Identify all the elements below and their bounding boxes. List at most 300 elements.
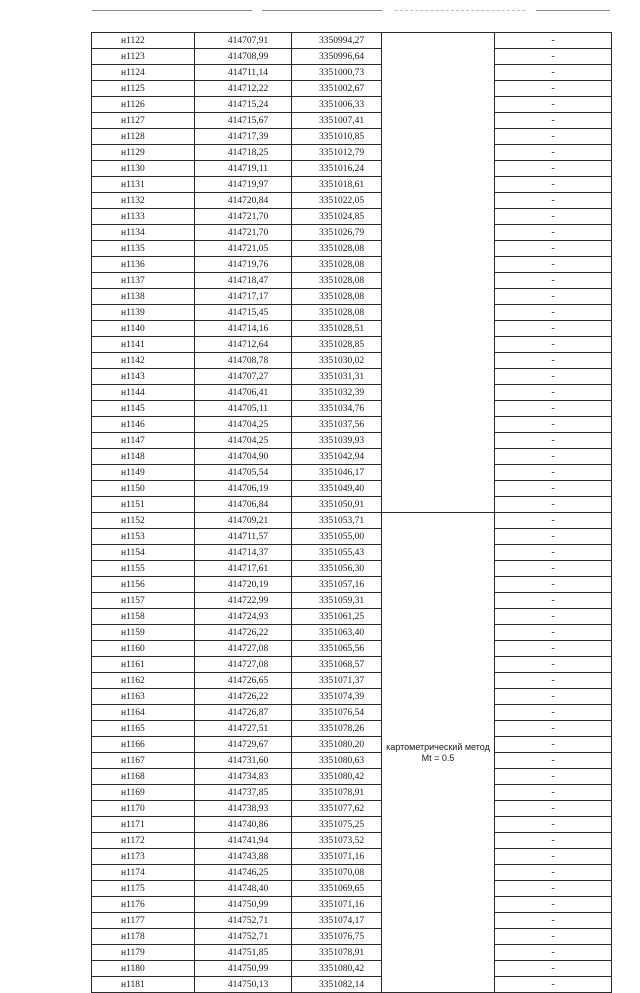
table-row	[92, 129, 612, 145]
top-border-line	[262, 10, 382, 11]
table-row	[92, 881, 612, 897]
x-coordinate-cell: 414738,93	[195, 801, 292, 817]
note-cell: -	[495, 369, 612, 385]
x-coordinate-cell: 414719,76	[195, 257, 292, 273]
y-coordinate-cell: 3351026,79	[292, 225, 382, 241]
y-coordinate-cell: 3351055,43	[292, 545, 382, 561]
point-name-cell: н1144	[92, 385, 195, 401]
note-cell: -	[495, 849, 612, 865]
point-name-cell: н1145	[92, 401, 195, 417]
point-name-cell: н1163	[92, 689, 195, 705]
y-coordinate-cell: 3351002,67	[292, 81, 382, 97]
point-name-cell: н1159	[92, 625, 195, 641]
y-coordinate-cell: 3351022,05	[292, 193, 382, 209]
point-name-cell: н1146	[92, 417, 195, 433]
coordinates-table	[91, 32, 612, 993]
point-name-cell: н1175	[92, 881, 195, 897]
y-coordinate-cell: 3351028,08	[292, 305, 382, 321]
y-coordinate-cell: 3351012,79	[292, 145, 382, 161]
y-coordinate-cell: 3351028,51	[292, 321, 382, 337]
x-coordinate-cell: 414709,21	[195, 513, 292, 529]
x-coordinate-cell: 414721,05	[195, 241, 292, 257]
y-coordinate-cell: 3351028,08	[292, 241, 382, 257]
point-name-cell: н1176	[92, 897, 195, 913]
table-row	[92, 465, 612, 481]
y-coordinate-cell: 3351039,93	[292, 433, 382, 449]
point-name-cell: н1140	[92, 321, 195, 337]
note-cell: -	[495, 81, 612, 97]
point-name-cell: н1148	[92, 449, 195, 465]
point-name-cell: н1160	[92, 641, 195, 657]
y-coordinate-cell: 3351073,52	[292, 833, 382, 849]
note-cell: -	[495, 161, 612, 177]
point-name-cell: н1177	[92, 913, 195, 929]
point-name-cell: н1167	[92, 753, 195, 769]
table-row	[92, 273, 612, 289]
note-cell: -	[495, 545, 612, 561]
note-cell: -	[495, 433, 612, 449]
x-coordinate-cell: 414750,99	[195, 961, 292, 977]
x-coordinate-cell: 414750,99	[195, 897, 292, 913]
table-row	[92, 625, 612, 641]
y-coordinate-cell: 3351076,54	[292, 705, 382, 721]
table-row	[92, 977, 612, 993]
x-coordinate-cell: 414720,19	[195, 577, 292, 593]
x-coordinate-cell: 414717,17	[195, 289, 292, 305]
y-coordinate-cell: 3351080,42	[292, 769, 382, 785]
table-row	[92, 417, 612, 433]
note-cell: -	[495, 353, 612, 369]
note-cell: -	[495, 417, 612, 433]
table-row	[92, 673, 612, 689]
note-cell: -	[495, 401, 612, 417]
point-name-cell: н1126	[92, 97, 195, 113]
note-cell: -	[495, 257, 612, 273]
x-coordinate-cell: 414740,86	[195, 817, 292, 833]
table-row	[92, 145, 612, 161]
table-row	[92, 353, 612, 369]
y-coordinate-cell: 3351030,02	[292, 353, 382, 369]
point-name-cell: н1173	[92, 849, 195, 865]
y-coordinate-cell: 3351071,37	[292, 673, 382, 689]
table-row	[92, 849, 612, 865]
y-coordinate-cell: 3351065,56	[292, 641, 382, 657]
x-coordinate-cell: 414714,16	[195, 321, 292, 337]
y-coordinate-cell: 3351071,16	[292, 849, 382, 865]
table-row	[92, 321, 612, 337]
note-cell: -	[495, 625, 612, 641]
y-coordinate-cell: 3351075,25	[292, 817, 382, 833]
point-name-cell: н1170	[92, 801, 195, 817]
point-name-cell: н1133	[92, 209, 195, 225]
note-cell: -	[495, 561, 612, 577]
x-coordinate-cell: 414717,61	[195, 561, 292, 577]
x-coordinate-cell: 414705,54	[195, 465, 292, 481]
point-name-cell: н1124	[92, 65, 195, 81]
y-coordinate-cell: 3351010,85	[292, 129, 382, 145]
note-cell: -	[495, 481, 612, 497]
point-name-cell: н1142	[92, 353, 195, 369]
x-coordinate-cell: 414737,85	[195, 785, 292, 801]
note-cell: -	[495, 305, 612, 321]
note-cell: -	[495, 193, 612, 209]
y-coordinate-cell: 3351031,31	[292, 369, 382, 385]
point-name-cell: н1165	[92, 721, 195, 737]
point-name-cell: н1171	[92, 817, 195, 833]
point-name-cell: н1127	[92, 113, 195, 129]
x-coordinate-cell: 414726,65	[195, 673, 292, 689]
note-cell: -	[495, 673, 612, 689]
x-coordinate-cell: 414748,40	[195, 881, 292, 897]
note-cell: -	[495, 657, 612, 673]
x-coordinate-cell: 414707,27	[195, 369, 292, 385]
table-row	[92, 561, 612, 577]
table-row	[92, 481, 612, 497]
table-row	[92, 177, 612, 193]
point-name-cell: н1125	[92, 81, 195, 97]
x-coordinate-cell: 414704,25	[195, 417, 292, 433]
note-cell: -	[495, 241, 612, 257]
note-cell: -	[495, 145, 612, 161]
point-name-cell: н1141	[92, 337, 195, 353]
point-name-cell: н1131	[92, 177, 195, 193]
point-name-cell: н1132	[92, 193, 195, 209]
note-cell: -	[495, 881, 612, 897]
x-coordinate-cell: 414719,97	[195, 177, 292, 193]
table-row	[92, 369, 612, 385]
y-coordinate-cell: 3351049,40	[292, 481, 382, 497]
x-coordinate-cell: 414726,87	[195, 705, 292, 721]
x-coordinate-cell: 414718,47	[195, 273, 292, 289]
x-coordinate-cell: 414718,25	[195, 145, 292, 161]
x-coordinate-cell: 414729,67	[195, 737, 292, 753]
point-name-cell: н1180	[92, 961, 195, 977]
point-name-cell: н1150	[92, 481, 195, 497]
table-row	[92, 833, 612, 849]
note-cell: -	[495, 273, 612, 289]
note-cell: -	[495, 705, 612, 721]
x-coordinate-cell: 414719,11	[195, 161, 292, 177]
x-coordinate-cell: 414721,70	[195, 209, 292, 225]
table-row	[92, 929, 612, 945]
point-name-cell: н1179	[92, 945, 195, 961]
y-coordinate-cell: 3351080,42	[292, 961, 382, 977]
table-row	[92, 65, 612, 81]
point-name-cell: н1151	[92, 497, 195, 513]
note-cell: -	[495, 801, 612, 817]
point-name-cell: н1178	[92, 929, 195, 945]
y-coordinate-cell: 3351078,91	[292, 945, 382, 961]
point-name-cell: н1154	[92, 545, 195, 561]
y-coordinate-cell: 3351028,08	[292, 289, 382, 305]
table-row	[92, 113, 612, 129]
y-coordinate-cell: 3351078,26	[292, 721, 382, 737]
y-coordinate-cell: 3351063,40	[292, 625, 382, 641]
table-row	[92, 289, 612, 305]
note-cell: -	[495, 497, 612, 513]
x-coordinate-cell: 414750,13	[195, 977, 292, 993]
note-cell: -	[495, 65, 612, 81]
table-row	[92, 913, 612, 929]
x-coordinate-cell: 414722,99	[195, 593, 292, 609]
x-coordinate-cell: 414727,51	[195, 721, 292, 737]
y-coordinate-cell: 3351028,08	[292, 273, 382, 289]
table-row	[92, 593, 612, 609]
point-name-cell: н1149	[92, 465, 195, 481]
note-cell: -	[495, 721, 612, 737]
point-name-cell: н1129	[92, 145, 195, 161]
point-name-cell: н1128	[92, 129, 195, 145]
note-cell: -	[495, 177, 612, 193]
x-coordinate-cell: 414752,71	[195, 929, 292, 945]
x-coordinate-cell: 414721,70	[195, 225, 292, 241]
table-row	[92, 705, 612, 721]
y-coordinate-cell: 3351007,41	[292, 113, 382, 129]
point-name-cell: н1155	[92, 561, 195, 577]
x-coordinate-cell: 414704,90	[195, 449, 292, 465]
note-cell: -	[495, 513, 612, 529]
note-cell: -	[495, 865, 612, 881]
y-coordinate-cell: 3351046,17	[292, 465, 382, 481]
y-coordinate-cell: 3351082,14	[292, 977, 382, 993]
note-cell: -	[495, 97, 612, 113]
note-cell: -	[495, 593, 612, 609]
y-coordinate-cell: 3351037,56	[292, 417, 382, 433]
note-cell: -	[495, 833, 612, 849]
note-cell: -	[495, 33, 612, 49]
top-border-line	[395, 10, 525, 11]
point-name-cell: н1137	[92, 273, 195, 289]
x-coordinate-cell: 414706,19	[195, 481, 292, 497]
table-row	[92, 497, 612, 513]
x-coordinate-cell: 414731,60	[195, 753, 292, 769]
note-cell: -	[495, 769, 612, 785]
point-name-cell: н1164	[92, 705, 195, 721]
y-coordinate-cell: 3351077,62	[292, 801, 382, 817]
note-cell: -	[495, 289, 612, 305]
table-row	[92, 193, 612, 209]
point-name-cell: н1161	[92, 657, 195, 673]
note-cell: -	[495, 785, 612, 801]
table-row	[92, 49, 612, 65]
note-cell: -	[495, 609, 612, 625]
x-coordinate-cell: 414706,41	[195, 385, 292, 401]
y-coordinate-cell: 3351000,73	[292, 65, 382, 81]
point-name-cell: н1136	[92, 257, 195, 273]
table-row	[92, 161, 612, 177]
note-cell: -	[495, 977, 612, 993]
x-coordinate-cell: 414712,22	[195, 81, 292, 97]
x-coordinate-cell: 414743,88	[195, 849, 292, 865]
point-name-cell: н1156	[92, 577, 195, 593]
note-cell: -	[495, 929, 612, 945]
table-row	[92, 305, 612, 321]
note-cell: -	[495, 129, 612, 145]
x-coordinate-cell: 414707,91	[195, 33, 292, 49]
x-coordinate-cell: 414746,25	[195, 865, 292, 881]
x-coordinate-cell: 414751,85	[195, 945, 292, 961]
note-cell: -	[495, 225, 612, 241]
x-coordinate-cell: 414706,84	[195, 497, 292, 513]
note-cell: -	[495, 737, 612, 753]
table-row	[92, 753, 612, 769]
x-coordinate-cell: 414720,84	[195, 193, 292, 209]
table-row	[92, 721, 612, 737]
x-coordinate-cell: 414708,99	[195, 49, 292, 65]
point-name-cell: н1138	[92, 289, 195, 305]
point-name-cell: н1168	[92, 769, 195, 785]
y-coordinate-cell: 3351078,91	[292, 785, 382, 801]
y-coordinate-cell: 3351070,08	[292, 865, 382, 881]
point-name-cell: н1162	[92, 673, 195, 689]
note-cell: -	[495, 753, 612, 769]
x-coordinate-cell: 414711,14	[195, 65, 292, 81]
table-row	[92, 529, 612, 545]
y-coordinate-cell: 3351080,63	[292, 753, 382, 769]
table-row	[92, 385, 612, 401]
y-coordinate-cell: 3351016,24	[292, 161, 382, 177]
table-row	[92, 401, 612, 417]
y-coordinate-cell: 3351056,30	[292, 561, 382, 577]
y-coordinate-cell: 3351074,17	[292, 913, 382, 929]
table-row	[92, 257, 612, 273]
y-coordinate-cell: 3350996,64	[292, 49, 382, 65]
y-coordinate-cell: 3351069,65	[292, 881, 382, 897]
method-cell-empty	[382, 33, 495, 513]
note-cell: -	[495, 945, 612, 961]
table-row	[92, 449, 612, 465]
table-row	[92, 785, 612, 801]
point-name-cell: н1166	[92, 737, 195, 753]
table-row	[92, 97, 612, 113]
table-row	[92, 609, 612, 625]
note-cell: -	[495, 897, 612, 913]
point-name-cell: н1143	[92, 369, 195, 385]
x-coordinate-cell: 414708,78	[195, 353, 292, 369]
y-coordinate-cell: 3351071,16	[292, 897, 382, 913]
y-coordinate-cell: 3350994,27	[292, 33, 382, 49]
point-name-cell: н1169	[92, 785, 195, 801]
point-name-cell: н1122	[92, 33, 195, 49]
point-name-cell: н1139	[92, 305, 195, 321]
y-coordinate-cell: 3351057,16	[292, 577, 382, 593]
table-row	[92, 513, 612, 529]
table-row	[92, 545, 612, 561]
x-coordinate-cell: 414726,22	[195, 689, 292, 705]
note-cell: -	[495, 961, 612, 977]
point-name-cell: н1135	[92, 241, 195, 257]
y-coordinate-cell: 3351061,25	[292, 609, 382, 625]
point-name-cell: н1158	[92, 609, 195, 625]
note-cell: -	[495, 529, 612, 545]
table-row	[92, 641, 612, 657]
table-row	[92, 81, 612, 97]
point-name-cell: н1181	[92, 977, 195, 993]
x-coordinate-cell: 414714,37	[195, 545, 292, 561]
table-row	[92, 817, 612, 833]
y-coordinate-cell: 3351034,76	[292, 401, 382, 417]
top-border-line	[92, 10, 252, 11]
x-coordinate-cell: 414724,93	[195, 609, 292, 625]
point-name-cell: н1172	[92, 833, 195, 849]
point-name-cell: н1152	[92, 513, 195, 529]
y-coordinate-cell: 3351042,94	[292, 449, 382, 465]
table-row	[92, 225, 612, 241]
point-name-cell: н1134	[92, 225, 195, 241]
note-cell: -	[495, 689, 612, 705]
table-row	[92, 737, 612, 753]
x-coordinate-cell: 414717,39	[195, 129, 292, 145]
note-cell: -	[495, 385, 612, 401]
table-row	[92, 577, 612, 593]
table-row	[92, 961, 612, 977]
note-cell: -	[495, 321, 612, 337]
table-row	[92, 801, 612, 817]
y-coordinate-cell: 3351032,39	[292, 385, 382, 401]
note-cell: -	[495, 49, 612, 65]
point-name-cell: н1157	[92, 593, 195, 609]
table-row	[92, 769, 612, 785]
y-coordinate-cell: 3351028,85	[292, 337, 382, 353]
note-cell: -	[495, 113, 612, 129]
method-cell: картометрический метод Mt = 0.5	[382, 513, 495, 993]
note-cell: -	[495, 913, 612, 929]
table-row	[92, 33, 612, 49]
note-cell: -	[495, 449, 612, 465]
y-coordinate-cell: 3351055,00	[292, 529, 382, 545]
top-border-line	[536, 10, 610, 11]
y-coordinate-cell: 3351068,57	[292, 657, 382, 673]
point-name-cell: н1174	[92, 865, 195, 881]
y-coordinate-cell: 3351059,31	[292, 593, 382, 609]
y-coordinate-cell: 3351080,20	[292, 737, 382, 753]
table-row	[92, 337, 612, 353]
x-coordinate-cell: 414741,94	[195, 833, 292, 849]
x-coordinate-cell: 414705,11	[195, 401, 292, 417]
y-coordinate-cell: 3351028,08	[292, 257, 382, 273]
coordinates-table-body	[92, 33, 612, 993]
x-coordinate-cell: 414734,83	[195, 769, 292, 785]
table-row	[92, 865, 612, 881]
y-coordinate-cell: 3351024,85	[292, 209, 382, 225]
note-cell: -	[495, 337, 612, 353]
x-coordinate-cell: 414715,24	[195, 97, 292, 113]
note-cell: -	[495, 641, 612, 657]
note-cell: -	[495, 465, 612, 481]
x-coordinate-cell: 414711,57	[195, 529, 292, 545]
y-coordinate-cell: 3351006,33	[292, 97, 382, 113]
x-coordinate-cell: 414715,45	[195, 305, 292, 321]
x-coordinate-cell: 414752,71	[195, 913, 292, 929]
note-cell: -	[495, 817, 612, 833]
note-cell: -	[495, 209, 612, 225]
table-row	[92, 241, 612, 257]
x-coordinate-cell: 414704,25	[195, 433, 292, 449]
point-name-cell: н1147	[92, 433, 195, 449]
table-row	[92, 657, 612, 673]
y-coordinate-cell: 3351074,39	[292, 689, 382, 705]
point-name-cell: н1123	[92, 49, 195, 65]
table-row	[92, 433, 612, 449]
note-cell: -	[495, 577, 612, 593]
x-coordinate-cell: 414715,67	[195, 113, 292, 129]
point-name-cell: н1130	[92, 161, 195, 177]
y-coordinate-cell: 3351076,75	[292, 929, 382, 945]
x-coordinate-cell: 414727,08	[195, 657, 292, 673]
point-name-cell: н1153	[92, 529, 195, 545]
y-coordinate-cell: 3351050,91	[292, 497, 382, 513]
x-coordinate-cell: 414712,64	[195, 337, 292, 353]
